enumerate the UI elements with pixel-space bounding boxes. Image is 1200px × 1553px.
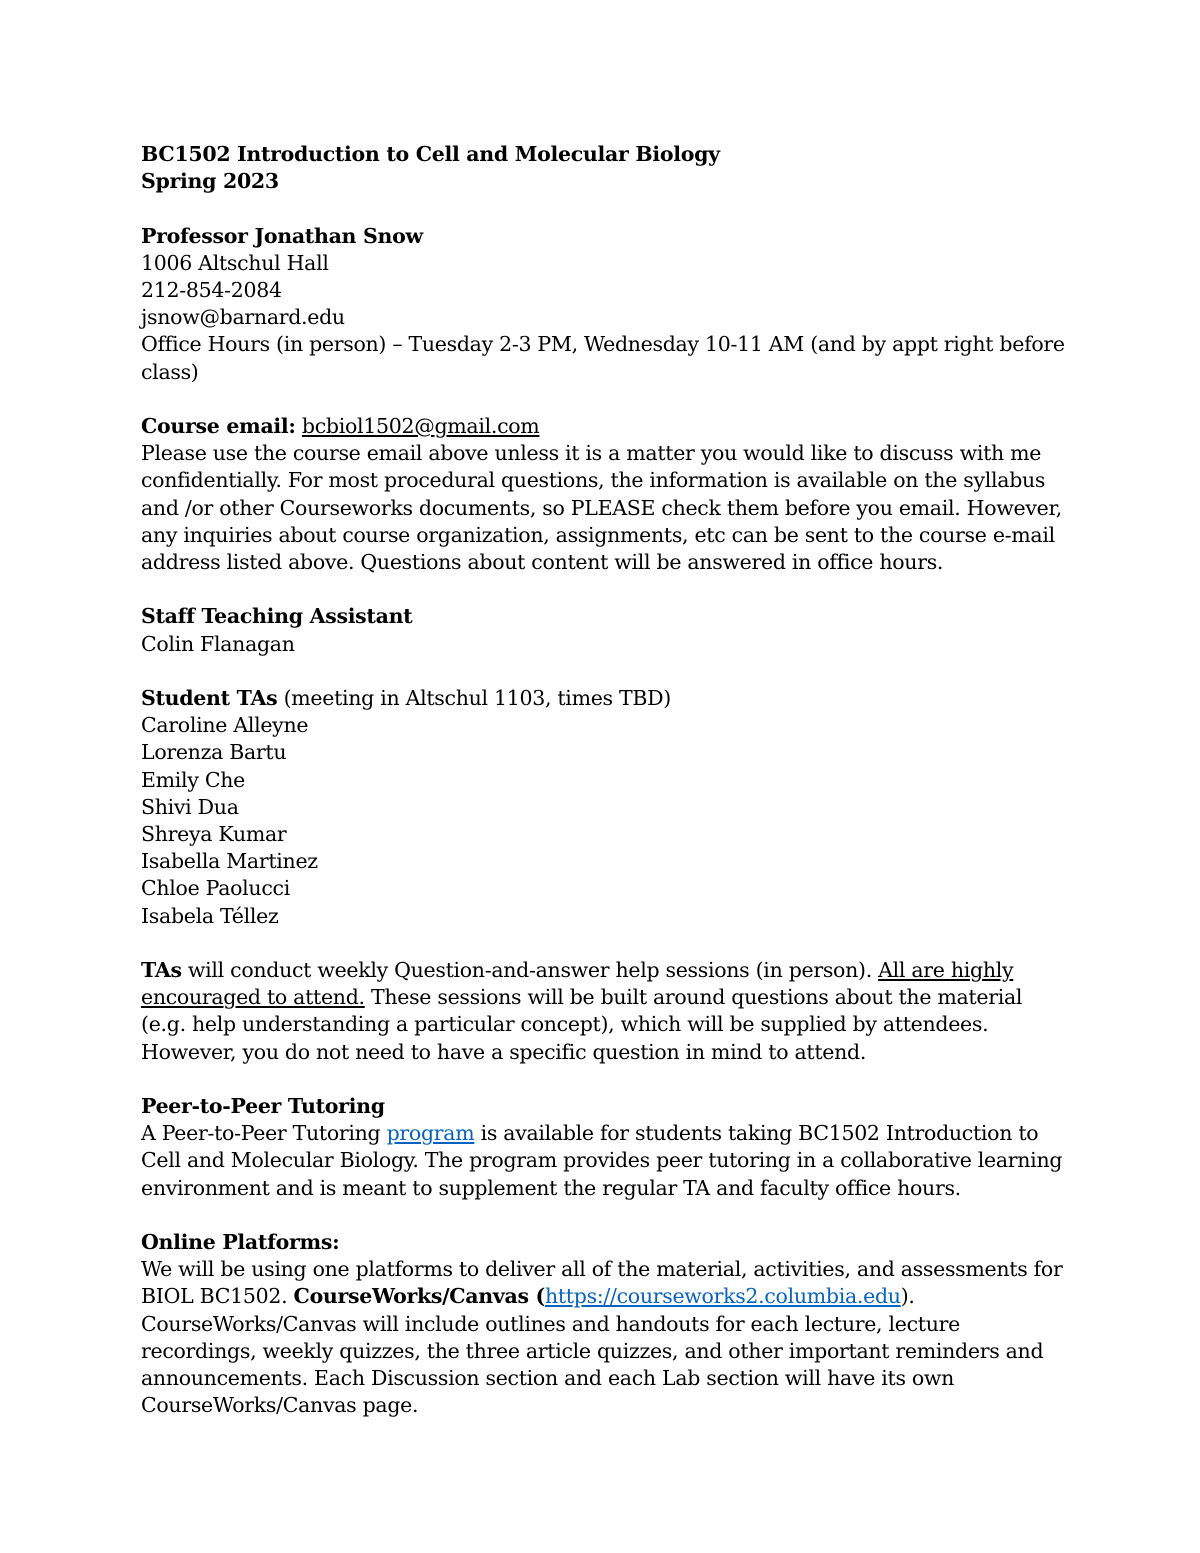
course-title: BC1502 Introduction to Cell and Molecular Biology: [141, 142, 720, 166]
professor-phone: 212-854-2084: [141, 278, 282, 302]
courseworks-link[interactable]: https://courseworks2.columbia.edu: [544, 1284, 901, 1309]
tas-text-1: will conduct weekly Question-and-answer help sessions (in person).: [181, 958, 879, 983]
course-email-address: bcbiol1502@gmail.com: [301, 414, 540, 438]
staff-ta-name: Colin Flanagan: [141, 631, 295, 656]
student-tas-note: (meeting in Altschul 1103, times TBD): [283, 686, 671, 710]
professor-office-hours: Office Hours (in person) – Tuesday 2-3 PM, Wednesday 10-11 AM (and by appt right before class): [141, 332, 1065, 384]
online-platforms-paragraph: [141, 1256, 1066, 1419]
peer-tutoring-heading: Peer-to-Peer Tutoring: [141, 1094, 385, 1119]
tas-underlined: All are highly encouraged to attend.: [141, 958, 1014, 1010]
student-tas-line: [141, 685, 1066, 712]
tas-text-2: These sessions will be built around questions about the material (e.g. help understanding a particular concept), which will be supplied by attendees. However, you do not need to have a specific question in mind to attend.: [141, 985, 1023, 1064]
peer-tutoring-paragraph: [141, 1120, 1066, 1202]
staff-ta-heading: Staff Teaching Assistant: [141, 604, 413, 629]
course-email-line: [141, 413, 1066, 440]
course-term: Spring 2023: [141, 169, 279, 194]
peer-tutoring-program-link[interactable]: program: [386, 1121, 475, 1146]
tas-lead: TAs: [141, 958, 182, 983]
tas-paragraph: [141, 957, 1066, 1066]
student-ta-name: Shivi Dua: [141, 794, 239, 819]
online-platforms-heading: Online Platforms:: [141, 1230, 340, 1255]
professor-name: Professor Jonathan Snow: [141, 223, 423, 248]
peer-tutoring-text-2: is available for students taking BC1502 Introduction to Cell and Molecular Biology. The program provides peer tutoring in a collaborative learning environment and is meant to supplement the regular TA and faculty office hours.: [141, 1121, 1063, 1200]
course-email-label: Course email:: [141, 414, 296, 438]
student-ta-name: Caroline Alleyne: [141, 713, 309, 738]
student-ta-name: Emily Che: [141, 767, 245, 792]
student-ta-name: Chloe Paolucci: [141, 876, 290, 901]
student-ta-name: Lorenza Bartu: [141, 740, 287, 765]
professor-email: jsnow@barnard.edu: [141, 305, 345, 330]
student-ta-name: Isabella Martinez: [141, 849, 318, 874]
document-page: [141, 141, 1066, 1419]
online-platforms-text-2: ). CourseWorks/Canvas will include outlines and handouts for each lecture, lecture recordings, weekly quizzes, the three article quizzes, and other important reminders and announcements. Each Discussion section and each Lab section will have its own CourseWorks/Canvas page.: [141, 1284, 1044, 1418]
online-platforms-text-1: We will be using one platforms to deliver all of the material, activities, and assessments for BIOL BC1502.: [141, 1257, 1063, 1309]
student-ta-name: Shreya Kumar: [141, 822, 287, 847]
peer-tutoring-text-1: A Peer-to-Peer Tutoring: [141, 1121, 387, 1146]
course-email-paragraph: Please use the course email above unless it is a matter you would like to discuss with me confidentially. For most procedural questions, the information is available on the syllabus and /or other Courseworks documents, so PLEASE check them before you email. However, any inquiries about course organization, assignments, etc can be sent to the course e-mail address listed above. Questions about content will be answered in office hours.: [141, 441, 1062, 575]
student-tas-heading: Student TAs: [141, 686, 278, 710]
professor-office: 1006 Altschul Hall: [141, 250, 329, 275]
student-ta-name: Isabela Téllez: [141, 903, 279, 928]
courseworks-name: CourseWorks/Canvas (: [293, 1284, 545, 1309]
